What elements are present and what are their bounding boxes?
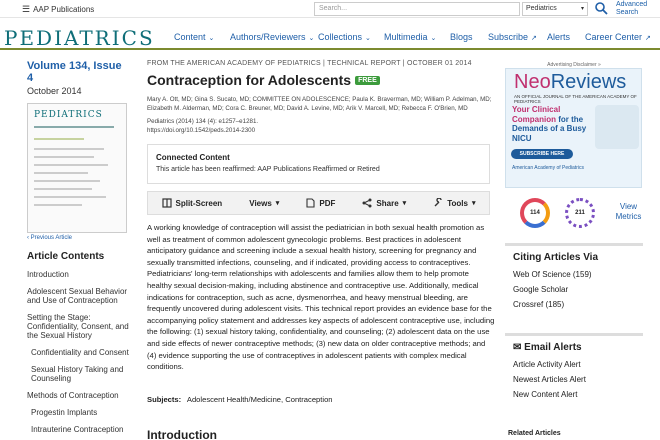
cover-rule [34,138,84,140]
share-button[interactable] [362,198,406,208]
toc-item[interactable]: Adolescent Sexual Behavior and Use of Contraception [27,287,128,305]
toc-subitem[interactable]: Sexual History Taking and Counseling [31,365,124,383]
nav-item-content[interactable] [174,32,214,42]
neoreviews-ad[interactable] [505,68,642,188]
free-badge: FREE [355,76,380,85]
pdf-button[interactable] [306,198,335,208]
toc-subitem[interactable]: Intrauterine Contraception [31,425,124,434]
citing-link[interactable]: Web Of Science (159) [513,270,592,279]
chevron-down-icon: ▾ [471,200,476,207]
toc-subitem[interactable]: Confidentiality and Consent [31,348,129,357]
nav-item-collections[interactable] [318,32,371,42]
search-scope-value: Pediatrics [526,5,557,12]
citing-articles-card [505,243,643,312]
breadcrumb-separator: | [402,60,405,67]
nav-label: Collections [318,32,363,42]
tool-label: Tools [447,198,468,208]
abstract-text: A working knowledge of contraception will assist the pediatrician in both sexual health promotion as well as treatment of common adolescent gynecologic problems. Best practices in adolescent anticipatory guidance and screening include a sexual health history, screening for pregnancy and sexually transmitted infections, counseling, and if indicated, providing access to contraceptives. Pediatricians' long-term relationships with adolescents and families allow them to help promote healthy sexual decision-making, including abstinence and contraceptive use. Additionally, medical indications for contraception, such as acne, dysmenorrhea, and heavy menstrual bleeding, are frequently uncovered during adolescent visits. This technical report provides an evidence base for the accompanying policy statement and addresses key aspects of adolescent contraceptive use, including the following: (1) sexual history taking, confidentiality, and counseling; (2) adolescent data on the use and side effects of newer contraceptive methods; (3) new data on older contraceptive methods; and (4) evidence supporting the use of contraceptives in adolescent patients with complex medical conditions. [147,223,495,372]
dimensions-score: 211 [575,210,585,216]
cover-rule [34,126,114,128]
alert-link[interactable]: Newest Articles Alert [513,375,586,384]
subjects-list[interactable]: Adolescent Health/Medicine, Contraception [186,395,333,404]
cover-rule [34,204,82,206]
split-screen-button[interactable] [162,198,223,208]
aap-publications-link[interactable] [22,4,94,15]
subjects-label: Subjects: [147,395,182,404]
metrics-block [520,198,645,232]
related-articles-heading: Related Articles [508,430,561,437]
nav-label: Blogs [450,32,473,42]
advanced-search-link[interactable] [616,1,647,17]
toc-item[interactable]: Introduction [27,270,69,279]
connected-content-heading: Connected Content [156,153,230,162]
menu-icon: ☰ [22,4,31,14]
nav-label: Subscribe [488,32,529,42]
ad-baby-image [595,105,639,149]
chevron-left-icon: ‹ [27,235,31,241]
author-list [147,95,492,113]
pdf-icon [306,198,315,208]
ad-headline-part: Your Clinical Companion [512,105,561,124]
top-utility-bar [0,0,660,18]
advanced-search-line1: Advanced [616,1,648,8]
ad-subscribe-button[interactable]: SUBSCRIBE HERE [511,149,573,159]
introduction-heading: Introduction [147,428,217,440]
advertising-disclaimer-link[interactable]: Advertising Disclaimer » [547,62,601,68]
tool-label: Views [249,198,272,208]
breadcrumb-date: OCTOBER 01 2014 [406,60,472,67]
authors-line[interactable]: Mary A. Ott, MD; Gina S. Sucato, MD; COMMITTEE ON ADOLESCENCE; Paula K. Braverman, MD; William P. Adelman, MD; [147,96,492,103]
tool-label: Share [376,198,399,208]
views-button[interactable] [249,199,279,208]
ad-headline-part: for the Demands of a Busy NICU [512,114,587,143]
previous-article-label: Previous Article [30,235,73,241]
cover-rule [34,164,108,166]
advanced-search-line2: Search [616,9,639,16]
article-title: Contraception for Adolescents [147,72,352,88]
cover-title: PEDIATRICS [34,110,103,120]
citation: Pediatrics (2014) 134 (4): e1257–e1281. [147,118,259,125]
article-title-row [147,72,492,88]
breadcrumb-type: TECHNICAL REPORT [327,60,401,67]
cover-rule [34,196,106,198]
search-scope-select[interactable] [522,2,588,16]
article-contents-heading: Article Contents [27,251,105,262]
nav-label: Career Center [585,32,643,42]
altmetric-score: 114 [530,210,540,216]
issue-date: October 2014 [27,86,82,96]
ad-aap-logo-text: American Academy of Pediatrics [512,165,584,171]
connected-content-text[interactable]: This article has been reaffirmed: AAP Publications Reaffirmed or Retired [156,166,380,173]
article-contents-list [27,270,131,440]
tool-label: Split-Screen [175,198,223,208]
main-nav [0,22,660,50]
external-link-icon: ↗ [531,35,537,42]
cover-rule [34,148,104,150]
ad-headline [512,105,594,143]
share-icon [362,198,372,208]
toc-item[interactable]: Methods of Contraception [27,391,119,400]
ad-logo [514,71,626,94]
brand-label: AAP Publications [33,5,95,14]
citation-block [147,117,492,135]
nav-item-authors[interactable] [230,32,314,42]
chevron-down-icon: ⌄ [430,35,437,42]
citing-link[interactable]: Crossref (185) [513,300,565,309]
citing-link[interactable]: Google Scholar [513,285,569,294]
cover-rule [34,156,94,158]
chevron-down-icon: ▾ [580,6,584,12]
cover-rule [34,180,100,182]
view-metrics-link[interactable]: View Metrics [615,202,642,221]
article-header [147,60,492,135]
tools-button[interactable] [433,198,475,208]
chevron-down-icon: ⌄ [208,35,215,42]
article-breadcrumb [147,60,492,67]
chevron-down-icon: ⌄ [308,35,315,42]
ad-subtitle: AN OFFICIAL JOURNAL OF THE AMERICAN ACADEMY OF PEDIATRICS [514,94,637,104]
nav-label: Multimedia [384,32,428,42]
issue-volume-link[interactable]: Volume 134, Issue 4 [27,60,122,84]
toc-item[interactable]: Setting the Stage: Confidentiality, Consent, and the Sexual History [27,313,129,340]
breadcrumb-separator: | [323,60,326,67]
ad-logo-part: Neo [514,71,551,93]
search-icon[interactable] [594,1,608,15]
alert-link[interactable]: New Content Alert [513,390,578,399]
article-toolbar [147,191,490,215]
previous-article-link[interactable] [27,235,72,241]
split-screen-icon [162,198,172,208]
chevron-down-icon: ▾ [402,200,407,207]
chevron-down-icon: ⌄ [365,35,371,42]
cover-rule [34,188,92,190]
cover-rule [34,172,88,174]
envelope-icon: ✉ [513,342,522,353]
authors-line[interactable]: Elizabeth M. Alderman, MD; Cora C. Breuner, MD; David A. Levine, MD; Arik V. Marcell, MD; Rebecca F. O'Brien, MD [147,105,468,112]
nav-item-career-center[interactable] [585,32,651,42]
issue-info [27,60,129,233]
citing-articles-heading: Citing Articles Via [513,252,599,263]
nav-item-blogs[interactable] [450,32,473,42]
altmetric-badge[interactable] [520,198,550,228]
nav-item-multimedia[interactable] [384,32,436,42]
alert-link[interactable]: Article Activity Alert [513,360,581,369]
breadcrumb-source[interactable]: FROM THE AMERICAN ACADEMY OF PEDIATRICS [147,60,321,67]
email-alerts-card [505,333,643,402]
nav-label: Authors/Reviewers [230,32,306,42]
toc-subitem[interactable]: Progestin Implants [31,408,98,417]
chevron-down-icon: ▾ [275,200,280,207]
connected-content-box [147,144,490,184]
nav-item-subscribe[interactable] [488,32,537,42]
doi-link[interactable]: https://doi.org/10.1542/peds.2014-2300 [147,127,256,134]
ad-logo-part: Reviews [550,71,627,93]
issue-cover-image[interactable] [27,103,127,233]
external-link-icon: ↗ [645,35,651,42]
nav-label: Alerts [547,32,571,42]
email-alerts-heading [505,336,643,357]
wrench-icon [433,198,443,208]
email-alerts-title: Email Alerts [524,342,582,353]
search-input[interactable]: Search... [314,2,520,16]
subjects-row [147,395,333,404]
tool-label: PDF [319,198,336,208]
nav-item-alerts[interactable] [547,32,570,42]
nav-label: Content [174,32,206,42]
pediatrics-logo[interactable]: PEDIATRICS [4,26,155,50]
dimensions-badge[interactable] [565,198,595,228]
